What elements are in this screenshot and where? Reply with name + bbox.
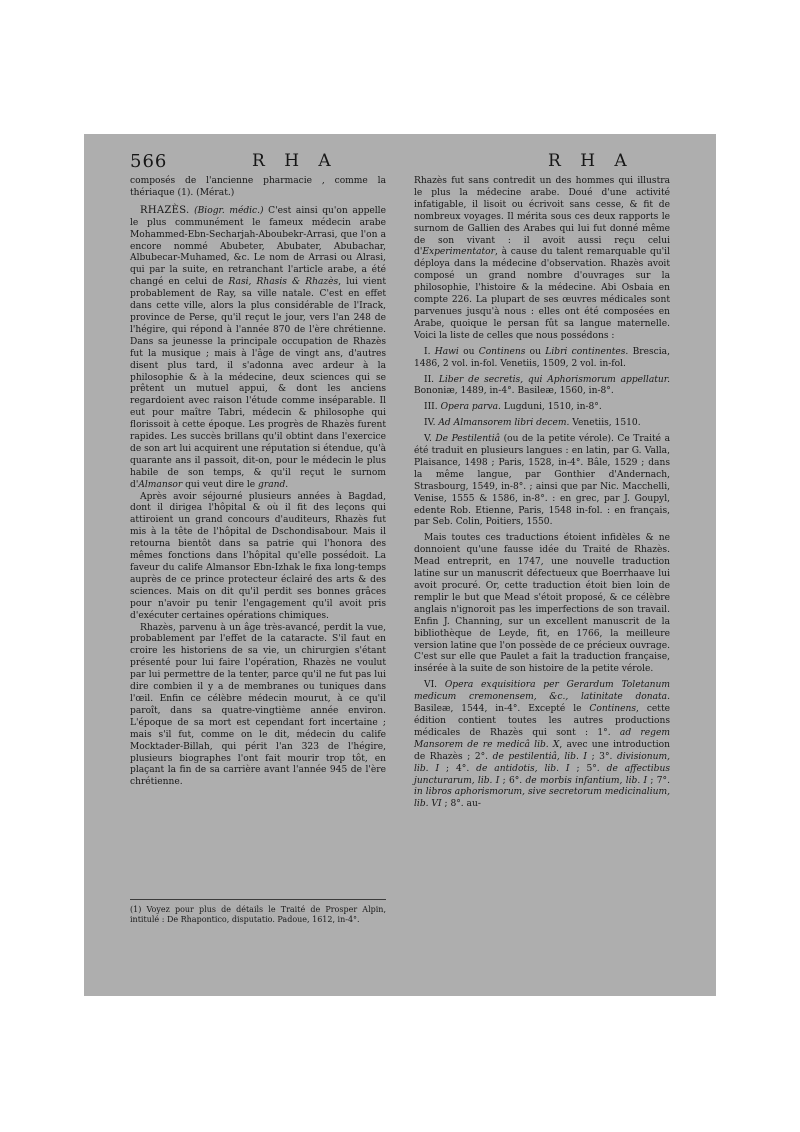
- work-item-details: (ou de la petite vérole). Ce Traité a été traduit en plusieurs langues : en latin, par G. Valla, Plaisance, 1498 ; Paris, 1528, in-4°. Bâle, 1529 ; dans la même langue, par Gonthier d'Andernach, Strasbourg, 1549, in-8°. ; ainsi que par Nic. Macchelli, Venise, 1555 & 1586, in-8°. : en grec, par J. Goupyl, edente Rob. Etienne, Paris, 1548 in-fol. : en français, par Seb. Colin, Poitiers, 1550.: [414, 434, 670, 528]
- work-item-details: ; 8°. au-: [441, 799, 481, 810]
- work-item-title-alt: Libri continentes.: [545, 346, 629, 357]
- work-item-details: Bononiæ, 1489, in-4°. Basileæ, 1560, in-8°.: [414, 386, 614, 397]
- work-item-number: V.: [424, 434, 436, 445]
- work-item-title-alt: Continens: [478, 346, 526, 357]
- entry-body: C'est ainsi qu'on appelle le plus communément le fameux médecin arabe Mohammed-Ebn-Secharjah-Aboubekr-Arrasi, que l'on a encore nommé Abubeter, Abubater, Abubachar, Albubecar-Muhamed, &c. Le nom de Arrasi ou Alrasi, qui par la suite, en retranchant l'article arabe, a été changé en celui de: [130, 205, 386, 288]
- sub-work-title: de morbis infantium, lib. I: [525, 775, 648, 786]
- entry-epithet: Almansor: [138, 479, 183, 490]
- sub-work-title: de affectibus juncturarum, lib. I: [414, 763, 671, 786]
- running-head-right: R H A: [548, 151, 634, 171]
- footnote: [130, 905, 386, 925]
- sub-work-title: de antidotis, lib. I: [476, 763, 570, 774]
- work-item-details: ; 5°.: [569, 763, 607, 774]
- work-item-details: Basileæ, 1544, in-4°. Excepté le: [414, 704, 590, 715]
- footnote-text: Padoue, 1612, in-4°.: [274, 915, 360, 925]
- work-item-number: I.: [424, 346, 435, 357]
- work-item-number: III.: [424, 402, 441, 413]
- footnote-title: De Rhapontico, disputatio.: [166, 915, 275, 925]
- works-intro-paragraph: [414, 176, 670, 343]
- sub-work-title: divisionum, lib. I: [414, 751, 670, 774]
- work-item-details: ; 3°.: [587, 751, 617, 762]
- sub-work-title: in libros aphorismorum, sive secretorum medicinalium, lib. VI: [414, 787, 670, 810]
- work-item-2: [414, 375, 670, 399]
- experimentator: Experimentator: [422, 247, 495, 258]
- entry-body-3: qui veut dire le: [182, 479, 259, 490]
- sub-work-title: ad regem Mansorem de re medicâ lib. X: [414, 727, 670, 750]
- entry-grand: grand.: [258, 479, 289, 490]
- work-item-3: [414, 402, 670, 414]
- footnote-rule: [130, 899, 386, 900]
- work-item-number: IV.: [424, 418, 439, 429]
- right-column: [414, 176, 670, 811]
- sub-work-title: de pestilentiâ, lib. I: [492, 751, 588, 762]
- work-item-connector: ou: [525, 346, 546, 357]
- entry-body-2: , lui vient probablement de Ray, sa ville natale. C'est en effet dans cette ville, alors la plus considérable de l'Irack, province de Perse, qu'il reçut le jour, vers l'an 248 de l'hégire, qui répond à l'année 870 de l'ère chrétienne. Dans sa jeunesse la principale occupation de Rhazès fut la musique ; mais à l'âge de vingt ans, d'autres disent plus tard, il s'adonna avec ardeur à la philosophie & à la médecine, deux sciences qui se prêtent un mutuel appui, & dont les anciens regardoient avec raison l'étude comme inséparable. Il eut pour maître Tabri, médecin & philosophe qui florissoit à cette époque. Les progrès de Rhazès furent rapides. Les succès brillans qu'il obtint dans l'exercice de son art lui acquirent une réputation si étendue, qu'à quarante ans il passoit, dit-on, pour le médecin le plus habile de son temps, & qu'il reçut le surnom d': [130, 277, 386, 490]
- work-item-title: Liber de secretis, qui Aphorismorum appellatur.: [438, 374, 671, 385]
- entry-tag: (Biogr. médic.): [194, 205, 264, 216]
- work-item-details: , cette édition contient toutes les autres productions médicales de Rhazès qui sont : 1°.: [414, 704, 670, 738]
- work-item-details: ; 6°.: [499, 775, 526, 786]
- work-item-details: Lugduni, 1510, in-8°.: [500, 402, 602, 413]
- work-item-details: , avec une introduction de Rhazès ; 2°.: [414, 739, 670, 762]
- second-paragraph: Après avoir séjourné plusieurs années à Bagdad, dont il dirigea l'hôpital & où il fit des leçons qui attiroient un grand concours d'auditeurs, Rhazès fut mis à la tête de l'hôpital de Dschondisabour. Mais il retourna bientôt dans sa patrie qui l'honora des mêmes fonctions dans l'hôpital qu'elle possédoit. La faveur du calife Almansor Ebn-Izhak le fixa long-temps auprès de ce prince protecteur éclairé des arts & des sciences. Mais on dit qu'il perdit ses bonnes grâces pour n'avoir pu tenir l'engagement qu'il avoit pris d'exécuter certaines opérations chimiques.: [130, 491, 386, 621]
- work-item-title: Opera parva.: [440, 402, 501, 413]
- work-item-title: Ad Almansorem libri decem.: [438, 418, 570, 429]
- work-item-title: De Pestilentiâ: [435, 434, 501, 445]
- entry-headword: RHAZÈS.: [140, 204, 190, 216]
- work-item-4: [414, 418, 670, 430]
- work-item-title: Hawi: [434, 346, 459, 357]
- work-item-connector: ou: [458, 346, 479, 357]
- footnote-text: pour plus de détails le Traité de Prosper Alpin, intitulé :: [130, 905, 387, 925]
- work-item-number: VI.: [424, 680, 445, 691]
- translations-paragraph: Mais toutes ces traductions étoient infidèles & ne donnoient qu'une fausse idée du Traité de Rhazès. Mead entreprit, en 1747, une nouvelle traduction latine sur un manuscrit défectueux que Boerrhaave lui avoit procuré. Or, cette traduction étoit bien loin de remplir le but que Mead s'étoit proposé, & ce célèbre anglais n'ignoroit pas les imperfections de son travail. Enfin J. Channing, sur un excellent manuscrit de la bibliothèque de Leyde, fit, en 1766, la meilleure version latine que l'on possède de ce précieux ouvrage. C'est sur elle que Paulet a fait la traduction française, insérée à la suite de son histoire de la petite vérole.: [414, 533, 670, 675]
- work-item-details: Venetiis, 1510.: [569, 418, 641, 429]
- scanned-page: [84, 134, 716, 996]
- works-intro-rest: , à cause du talent remarquable qu'il déploya dans la médecine d'observation. Rhazès avoit composé un grand nombre d'ouvrages sur la philosophie, l'histoire & la médecine. Abi Osbaia en compte 226. La plupart de ses œuvres médicales sont parvenues jusqu'à nous : elles ont été composées en Arabe, quoique le persan fût sa langue maternelle. Voici la liste de celles que nous possédons :: [414, 247, 670, 341]
- work-item-number: II.: [424, 374, 439, 385]
- work-item-title: Opera exquisitiora per Gerardum Toletanum medicum cremonensem, &c., latinitate donata.: [414, 680, 670, 703]
- footnote-voyez: Voyez: [146, 905, 170, 914]
- work-item-details: Brescia, 1486, 2 vol. in-fol. Venetiis, 1509, 2 vol. in-fol.: [414, 346, 670, 369]
- intro-paragraph: composés de l'ancienne pharmacie , comme la thériaque (1). (Mérat.): [130, 176, 386, 198]
- work-item-details: ; 4°.: [439, 763, 477, 774]
- entry-paragraph: [130, 205, 386, 492]
- continens: Continens: [589, 704, 637, 715]
- left-column: [130, 176, 386, 789]
- work-item-details: ; 7°.: [647, 775, 670, 786]
- work-item-1: [414, 347, 670, 371]
- entry-names: Rasi, Rhasis & Rhazès: [228, 277, 339, 288]
- footnote-marker: (1): [130, 905, 147, 914]
- running-head: [130, 151, 690, 175]
- page-number: 566: [130, 151, 168, 172]
- work-item-5: [414, 434, 670, 529]
- works-intro-text: Rhazès fut sans contredit un des hommes qui illustra le plus la médecine arabe. Doué d'une activité infatigable, il lisoit ou écrivoit sans cesse, & fit de nombreux voyages. Il mérita sous ces deux rapports le surnom de Gallien des Arabes qui lui fut donné même de son vivant : il avoit aussi reçu celui d': [414, 176, 670, 258]
- running-head-left: R H A: [252, 151, 338, 171]
- third-paragraph: Rhazès, parvenu à un âge très-avancé, perdit la vue, probablement par l'effet de la cataracte. S'il faut en croire les historiens de sa vie, un chirurgien s'étant présenté pour lui faire l'opération, Rhazès ne voulut par lui permettre de la tenter, parce qu'il ne fut pas lui dire combien il y a de membranes ou tuniques dans l'œil. Enfin ce célèbre médecin mourut, à ce qu'il paroît, dans sa quatre-vingtième année environ. L'époque de sa mort est cependant fort incertaine ; mais s'il fut, comme on le dit, médecin du calife Mocktader-Billah, qui périt l'an 323 de l'hégire, plusieurs biographes l'ont fait mourir trop tôt, en plaçant la fin de sa carrière avant l'année 945 de l'ère chrétienne.: [130, 622, 386, 788]
- work-item-6: [414, 680, 670, 811]
